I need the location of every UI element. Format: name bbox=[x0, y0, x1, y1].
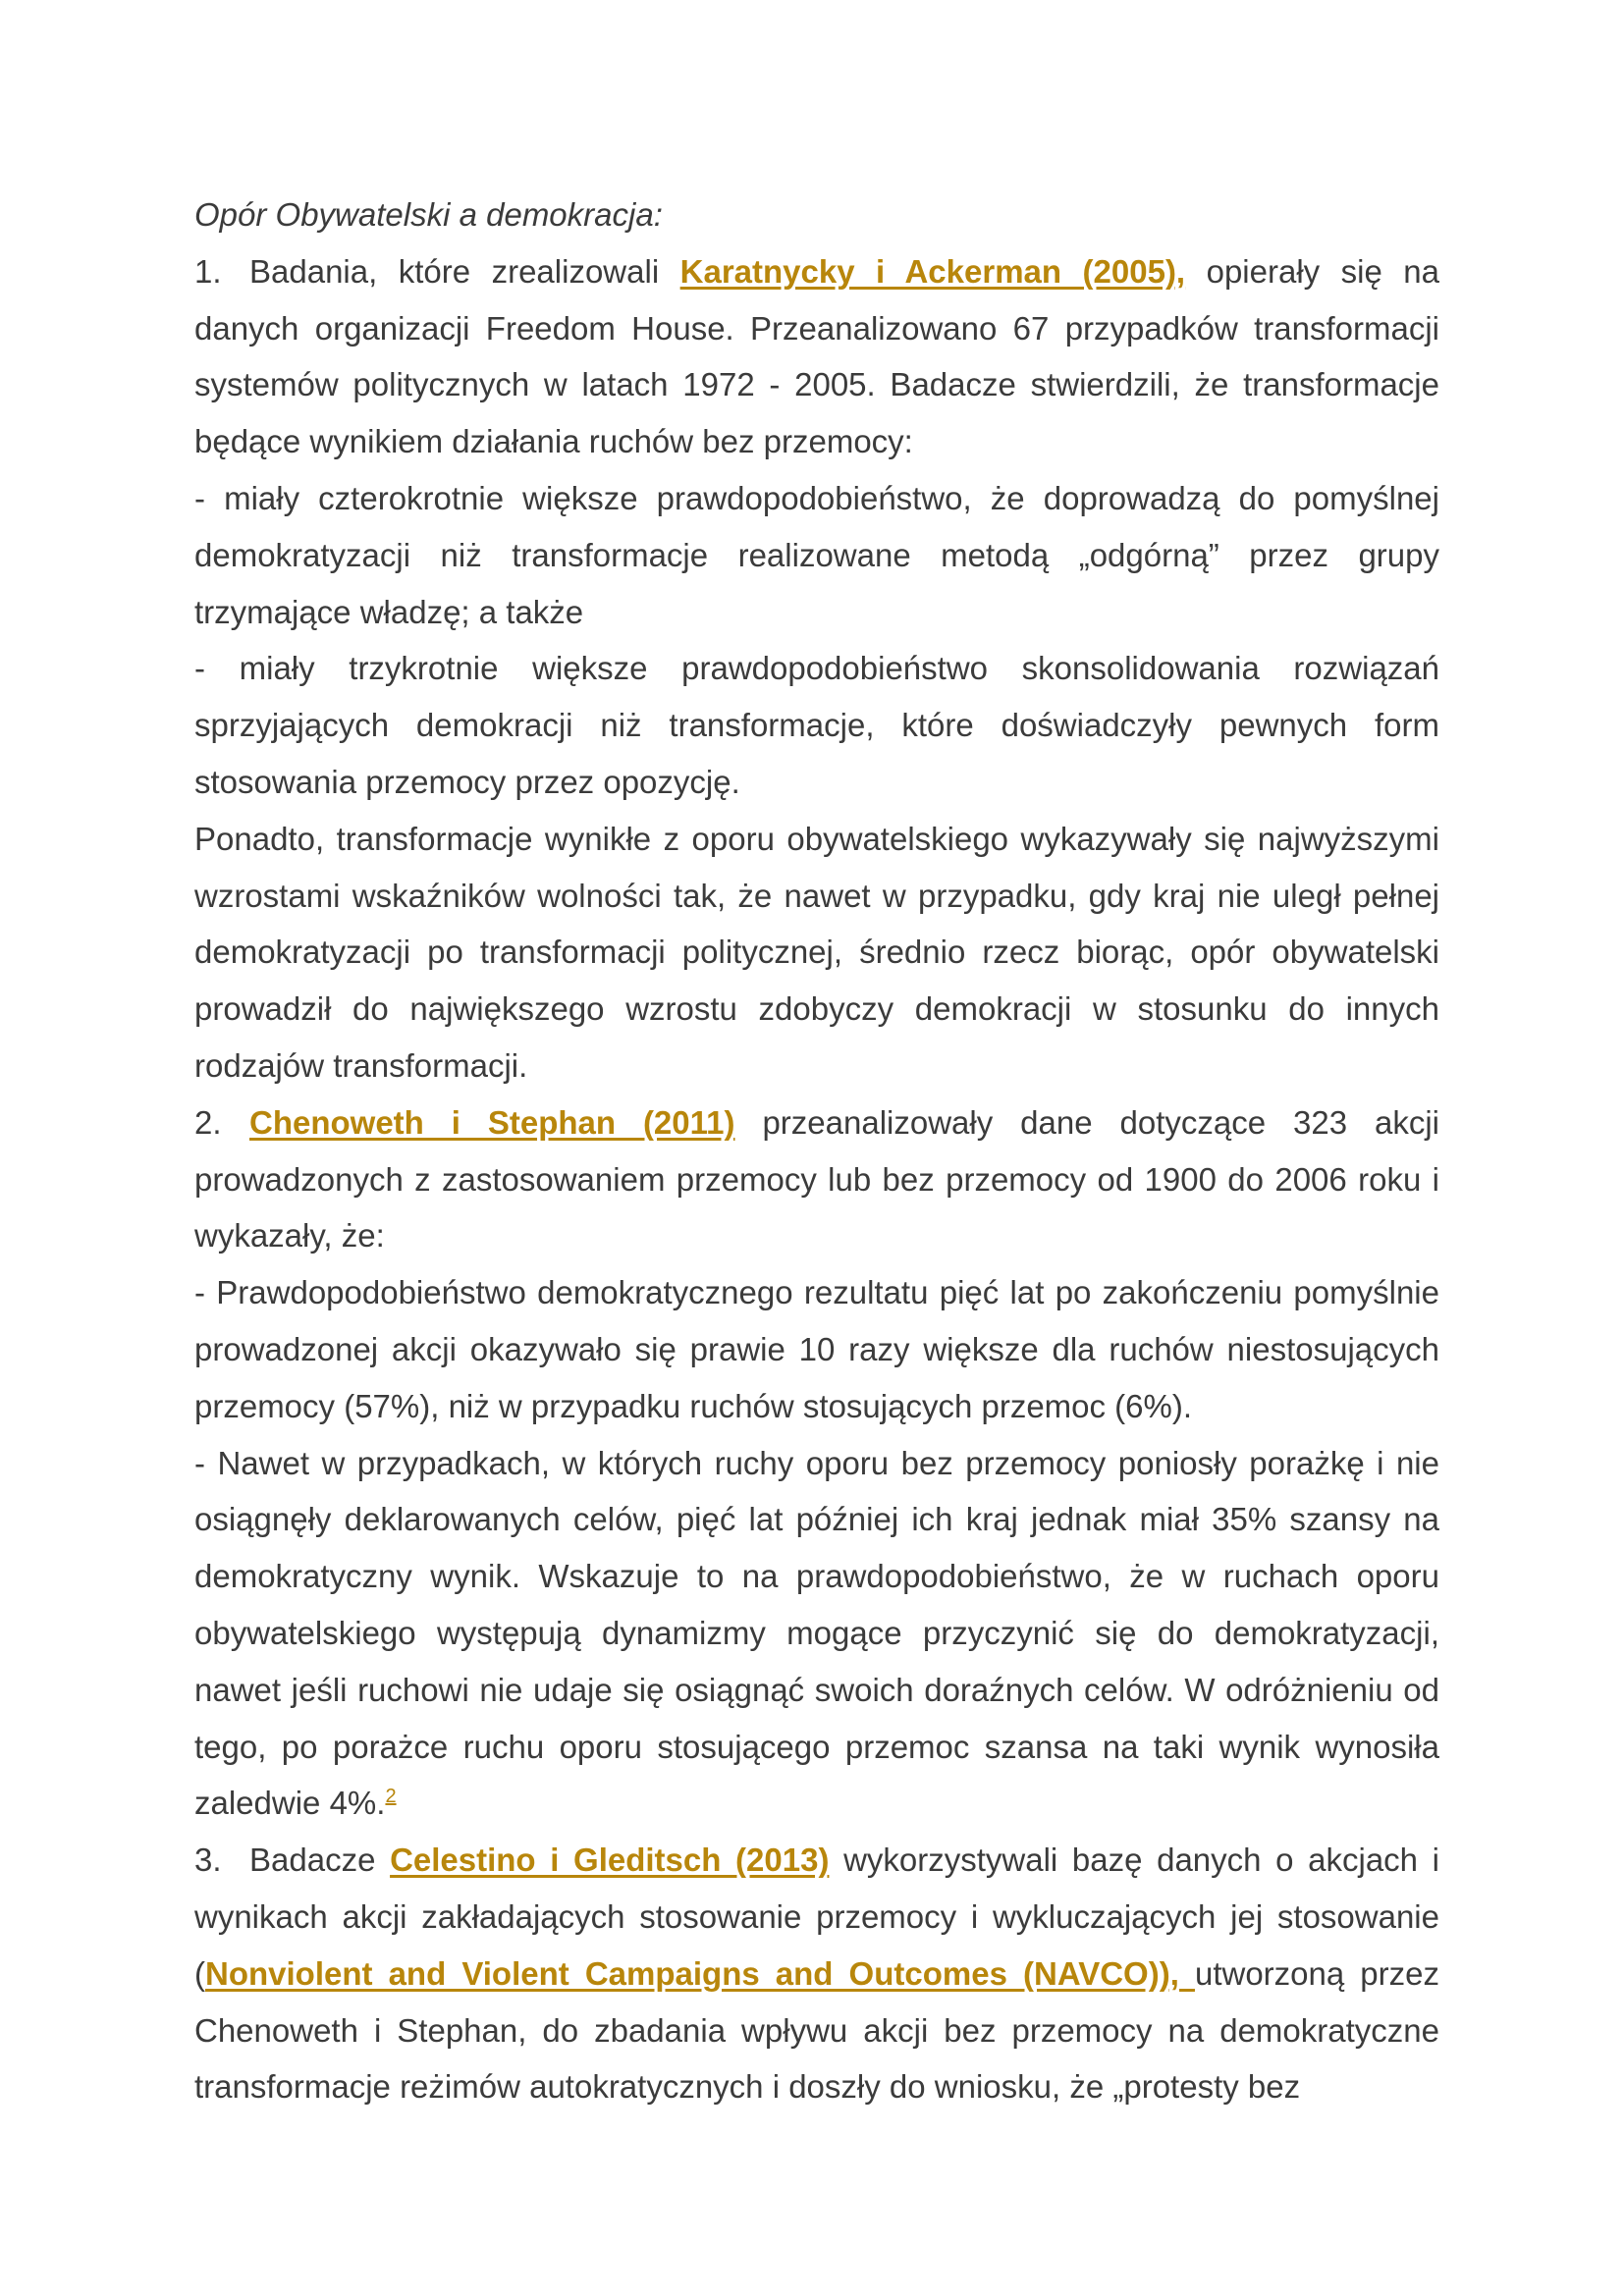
celestino-gleditsch-link[interactable]: Celestino i Gleditsch (2013) bbox=[390, 1842, 830, 1879]
paragraph-1 bbox=[194, 243, 1439, 470]
document-page bbox=[194, 187, 1439, 2115]
list-number-2: 2. bbox=[194, 1103, 222, 1141]
paragraph-2-post: przeanalizowały dane dotyczące 323 akcji prowadzonych z zastosowaniem przemocy lub bez przemocy od 1900 do 2006 roku i wykazały, że: bbox=[194, 1103, 1440, 1255]
paragraph-3-pre: Badacze bbox=[249, 1842, 391, 1879]
paragraph-3-post: utworzoną przez Chenoweth i Stephan, do zbadania wpływu akcji bez przemocy na demokratyczne transformacje reżimów autokratycznych i doszły do wniosku, że „protesty bez bbox=[194, 1954, 1440, 2106]
paragraph-3 bbox=[194, 1832, 1439, 2115]
section-title: Opór Obywatelski a demokracja: bbox=[194, 196, 663, 233]
bullet-1: - miały czterokrotnie większe prawdopodobieństwo, że doprowadzą do pomyślnej demokratyzacji niż transformacje realizowane metodą „odgórną” przez grupy trzymające władzę; a także bbox=[194, 479, 1439, 630]
bullet-4-text: - Nawet w przypadkach, w których ruchy oporu bez przemocy poniosły porażkę i nie osiągnęły deklarowanych celów, pięć lat później ich kraj jednak miał 35% szansy na demokratyczny wynik. Wskazuje to na prawdopodobieństwo, że w ruchach oporu obywatelskiego występują dynamizmy mogące przyczynić się do demokratyzacji, nawet jeśli ruchowi nie udaje się osiągnąć swoich doraźnych celów. W odróżnieniu od tego, po porażce ruchu oporu stosującego przemoc szansa na taki wynik wynosiła zaledwie 4%. bbox=[194, 1444, 1439, 1822]
paragraph-1-post: opierały się na danych organizacji Freedom House. Przeanalizowano 67 przypadków transformacji systemów politycznych w latach 1972 - 2005. Badacze stwierdzili, że transformacje będące wynikiem działania ruchów bez przemocy: bbox=[194, 252, 1439, 460]
chenoweth-stephan-link[interactable]: Chenoweth i Stephan (2011) bbox=[249, 1103, 735, 1141]
karatnycky-ackerman-link[interactable]: Karatnycky i Ackerman (2005), bbox=[679, 252, 1186, 290]
paragraph-1-pre: Badania, które zrealizowali bbox=[249, 252, 680, 290]
bullet-3: - Prawdopodobieństwo demokratycznego rezultatu pięć lat po zakończeniu pomyślnie prowadzonej akcji okazywało się prawie 10 razy większe dla ruchów niestosujących przemocy (57%), niż w przypadku ruchów stosujących przemoc (6%). bbox=[194, 1274, 1439, 1424]
paragraph-ponadto: Ponadto, transformacje wynikłe z oporu obywatelskiego wykazywały się najwyższymi wzrostami wskaźników wolności tak, że nawet w przypadku, gdy kraj nie uległ pełnej demokratyzacji po transformacji politycznej, średnio rzecz biorąc, opór obywatelski prowadził do największego wzrostu zdobyczy demokracji w stosunku do innych rodzajów transformacji. bbox=[194, 820, 1439, 1084]
bullet-4 bbox=[194, 1435, 1439, 1833]
bullet-2: - miały trzykrotnie większe prawdopodobieństwo skonsolidowania rozwiązań sprzyjających demokracji niż transformacje, które doświadczyły pewnych form stosowania przemocy przez opozycję. bbox=[194, 650, 1439, 800]
list-number-1: 1. bbox=[194, 252, 222, 290]
list-number-3: 3. bbox=[194, 1842, 222, 1879]
footnote-link[interactable]: 2 bbox=[385, 1786, 397, 1808]
paragraph-3-mid: wykorzystywali bazę danych o akcjach i wynikach akcji zakładających stosowanie przemocy i wykluczających jej stosowanie ( bbox=[194, 1842, 1439, 1992]
paragraph-2 bbox=[194, 1095, 1439, 1264]
footnote-marker bbox=[385, 1786, 396, 1807]
navco-link[interactable]: Nonviolent and Violent Campaigns and Outcomes (NAVCO)), bbox=[205, 1954, 1195, 1992]
